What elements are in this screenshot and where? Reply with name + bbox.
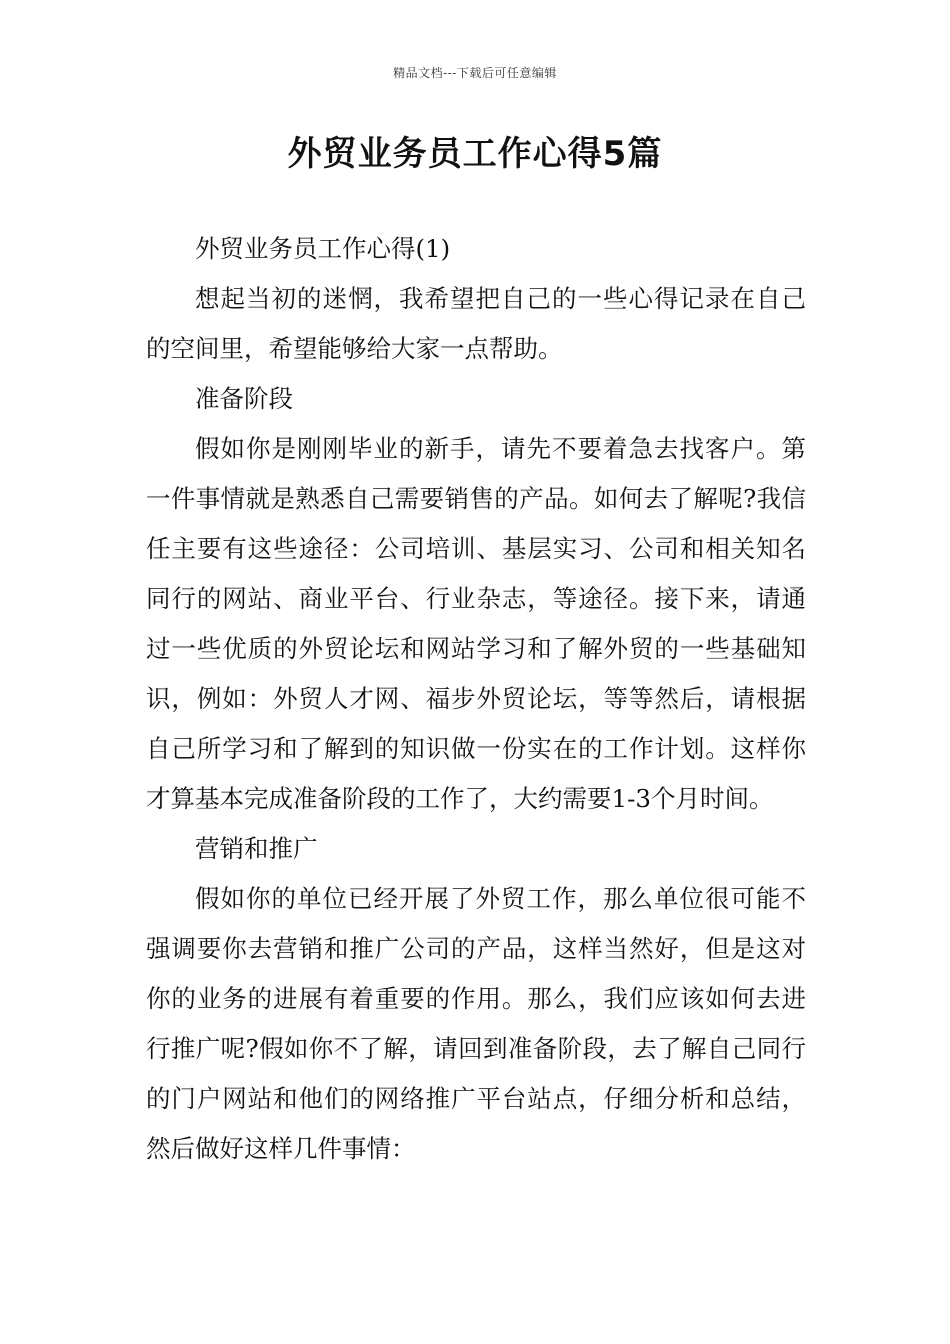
section-heading-preparation: 准备阶段 xyxy=(195,384,293,413)
section-heading-marketing: 营销和推广 xyxy=(195,834,318,863)
marketing-paragraph: 假如你的单位已经开展了外贸工作，那么单位很可能不强调要你去营销和推广公司的产品，这样当然好，但是这对你的业务的进展有着重要的作用。那么，我们应该如何去进行推广呢?假如你不了解，请回到准备阶段，去了解自己同行的门户网站和他们的网络推广平台站点，仔细分析和总结，然后做好这样几件事情： xyxy=(146,884,806,1163)
document-body xyxy=(146,224,806,1174)
subtitle-paragraph: 外贸业务员工作心得(1) xyxy=(195,234,451,263)
preparation-paragraph: 假如你是刚刚毕业的新手，请先不要着急去找客户。第一件事情就是熟悉自己需要销售的产品。如何去了解呢?我信任主要有这些途径：公司培训、基层实习、公司和相关知名同行的网站、商业平台、行业杂志，等途径。接下来，请通过一些优质的外贸论坛和网站学习和了解外贸的一些基础知识，例如：外贸人才网、福步外贸论坛，等等然后，请根据自己所学习和了解到的知识做一份实在的工作计划。这样你才算基本完成准备阶段的工作了，大约需要1-3个月时间。 xyxy=(146,434,806,813)
document-title: 外贸业务员工作心得5篇 xyxy=(287,134,663,174)
intro-paragraph: 想起当初的迷惘，我希望把自己的一些心得记录在自己的空间里，希望能够给大家一点帮助。 xyxy=(146,284,806,363)
header-note: 精品文档---下载后可任意编辑 xyxy=(393,66,557,80)
